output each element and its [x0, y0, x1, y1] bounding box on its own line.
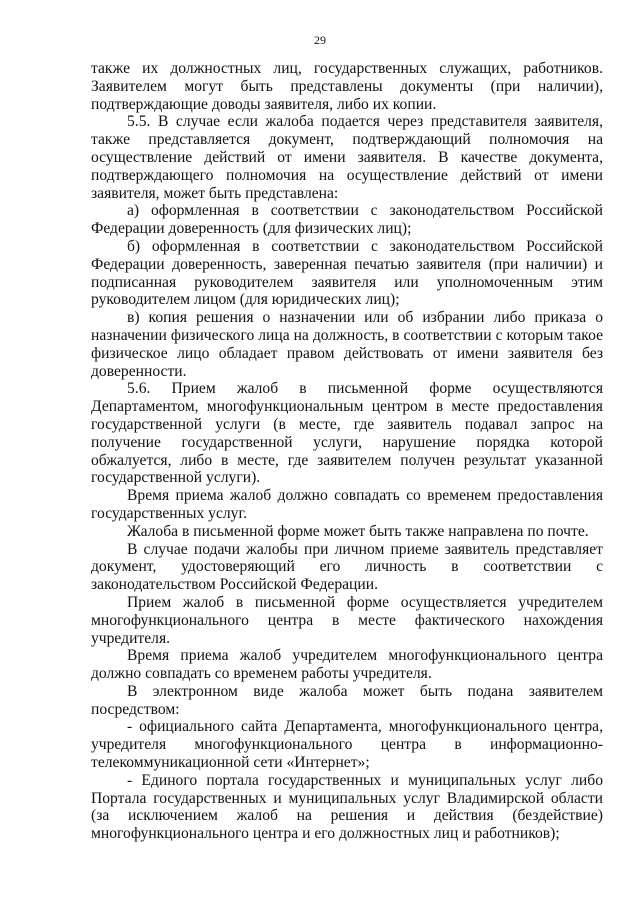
paragraph-founder-reception: Прием жалоб в письменной форме осуществляется учредителем многофункционального центра в месте фактического нахождения учредителя.	[91, 593, 603, 647]
paragraph-bullet-website: - официального сайта Департамента, многофункционального центра, учредителя многофункционального центра в информационно-телекоммуникационной сети «Интернет»;	[91, 718, 603, 772]
paragraph-item-a: а) оформленная в соответствии с законодательством Российской Федерации доверенность (для физических лиц);	[91, 202, 603, 238]
page-number: 29	[314, 33, 326, 47]
paragraph-5-5: 5.5. В случае если жалоба подается через представителя заявителя, также представляется документ, подтверждающий полномочия на осуществление действий от имени заявителя. В качестве документа, подтверждающего полномочия на осуществление действий от имени заявителя, может быть представлена:	[91, 113, 603, 202]
paragraph-personal-reception: В случае подачи жалобы при личном приеме заявитель представляет документ, удостоверяющий его личность в соответствии с законодательством Российской Федерации.	[91, 540, 603, 594]
paragraph-continuation: также их должностных лиц, государственных служащих, работников. Заявителем могут быть представлены документы (при наличии), подтверждающие доводы заявителя, либо их копии.	[91, 60, 603, 113]
paragraph-item-v: в) копия решения о назначении или об избрании либо приказа о назначении физического лица на должность, в соответствии с которым такое физическое лицо обладает правом действовать от имени заявителя без доверенности.	[91, 309, 603, 380]
paragraph-reception-time: Время приема жалоб должно совпадать со временем предоставления государственных услуг.	[91, 487, 603, 522]
paragraph-electronic: В электронном виде жалоба может быть подана заявителем посредством:	[91, 682, 603, 718]
document-body	[91, 60, 603, 843]
paragraph-founder-time: Время приема жалоб учредителем многофункционального центра должно совпадать со временем работы учредителя.	[91, 647, 603, 683]
paragraph-bullet-portal: - Единого портала государственных и муниципальных услуг либо Портала государственных и муниципальных услуг Владимирской области (за исключением жалоб на решения и действия (бездействие) многофункционального центра и его должностных лиц и работников);	[91, 771, 603, 843]
paragraph-5-6: 5.6. Прием жалоб в письменной форме осуществляются Департаментом, многофункциональным центром в месте предоставления государственной услуги (в месте, где заявитель подавал запрос на получение государственной услуги, нарушение порядка которой обжалуется, либо в месте, где заявителем получен результат указанной государственной услуги).	[91, 380, 603, 487]
paragraph-mail: Жалоба в письменной форме может быть также направлена по почте.	[127, 522, 589, 540]
paragraph-item-b: б) оформленная в соответствии с законодательством Российской Федерации доверенность, заверенная печатью заявителя (при наличии) и подписанная руководителем заявителя или уполномоченным этим руководителем лицом (для юридических лиц);	[91, 237, 603, 309]
